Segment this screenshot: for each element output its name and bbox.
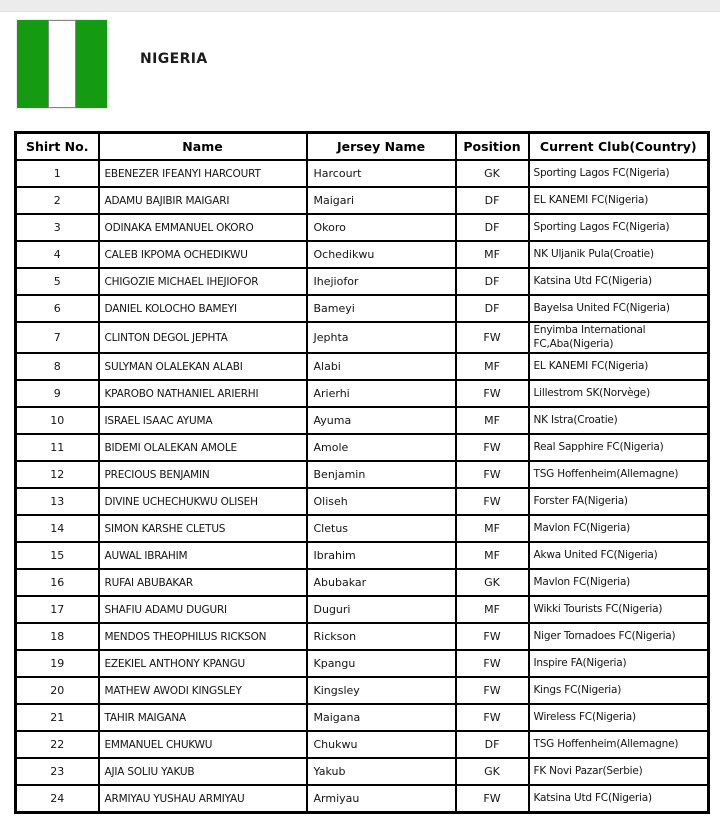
player-name-cell: ADAMU BAJIBIR MAIGARI (99, 187, 307, 214)
shirt-no-cell: 24 (16, 785, 99, 813)
player-name-cell: EMMANUEL CHUKWU (99, 731, 307, 758)
roster-table-container (14, 131, 710, 814)
player-name-cell: MATHEW AWODI KINGSLEY (99, 677, 307, 704)
player-name-cell: SHAFIU ADAMU DUGURI (99, 596, 307, 623)
table-row (16, 295, 709, 322)
top-bar (0, 0, 720, 12)
header-jersey-name: Jersey Name (307, 133, 456, 161)
player-name-cell: CLINTON DEGOL JEPHTA (99, 322, 307, 353)
club-cell: Mavlon FC(Nigeria) (529, 515, 709, 542)
header-name: Name (99, 133, 307, 161)
shirt-no-cell: 8 (16, 353, 99, 380)
jersey-name-cell: Duguri (307, 596, 456, 623)
club-cell: NK Uljanik Pula(Croatie) (529, 241, 709, 268)
table-row (16, 677, 709, 704)
jersey-name-cell: Amole (307, 434, 456, 461)
jersey-name-cell: Jephta (307, 322, 456, 353)
player-name-cell: ARMIYAU YUSHAU ARMIYAU (99, 785, 307, 813)
table-row (16, 187, 709, 214)
table-row (16, 704, 709, 731)
roster-body (16, 160, 709, 813)
jersey-name-cell: Ayuma (307, 407, 456, 434)
shirt-no-cell: 9 (16, 380, 99, 407)
position-cell: DF (456, 295, 529, 322)
table-row (16, 623, 709, 650)
position-cell: FW (456, 650, 529, 677)
shirt-no-cell: 21 (16, 704, 99, 731)
player-name-cell: MENDOS THEOPHILUS RICKSON (99, 623, 307, 650)
jersey-name-cell: Cletus (307, 515, 456, 542)
jersey-name-cell: Bameyi (307, 295, 456, 322)
shirt-no-cell: 18 (16, 623, 99, 650)
club-cell: Enyimba International FC,Aba(Nigeria) (529, 322, 709, 353)
position-cell: MF (456, 241, 529, 268)
shirt-no-cell: 22 (16, 731, 99, 758)
shirt-no-cell: 16 (16, 569, 99, 596)
player-name-cell: TAHIR MAIGANA (99, 704, 307, 731)
table-row (16, 160, 709, 187)
table-row (16, 731, 709, 758)
header-position: Position (456, 133, 529, 161)
table-row (16, 214, 709, 241)
player-name-cell: CHIGOZIE MICHAEL IHEJIOFOR (99, 268, 307, 295)
flag-green-left-stripe (17, 20, 48, 108)
jersey-name-cell: Okoro (307, 214, 456, 241)
club-cell: FK Novi Pazar(Serbie) (529, 758, 709, 785)
club-cell: Katsina Utd FC(Nigeria) (529, 268, 709, 295)
player-name-cell: PRECIOUS BENJAMIN (99, 461, 307, 488)
position-cell: FW (456, 704, 529, 731)
jersey-name-cell: Armiyau (307, 785, 456, 813)
jersey-name-cell: Maigana (307, 704, 456, 731)
club-cell: EL KANEMI FC(Nigeria) (529, 187, 709, 214)
shirt-no-cell: 14 (16, 515, 99, 542)
player-name-cell: ODINAKA EMMANUEL OKORO (99, 214, 307, 241)
jersey-name-cell: Benjamin (307, 461, 456, 488)
jersey-name-cell: Abubakar (307, 569, 456, 596)
shirt-no-cell: 6 (16, 295, 99, 322)
position-cell: DF (456, 731, 529, 758)
shirt-no-cell: 17 (16, 596, 99, 623)
position-cell: FW (456, 623, 529, 650)
shirt-no-cell: 13 (16, 488, 99, 515)
jersey-name-cell: Ihejiofor (307, 268, 456, 295)
shirt-no-cell: 7 (16, 322, 99, 353)
club-cell: NK Istra(Croatie) (529, 407, 709, 434)
position-cell: MF (456, 596, 529, 623)
player-name-cell: RUFAI ABUBAKAR (99, 569, 307, 596)
club-cell: Sporting Lagos FC(Nigeria) (529, 214, 709, 241)
table-row (16, 569, 709, 596)
header-current-club: Current Club(Country) (529, 133, 709, 161)
club-cell: Wikki Tourists FC(Nigeria) (529, 596, 709, 623)
table-row (16, 488, 709, 515)
jersey-name-cell: Kingsley (307, 677, 456, 704)
club-cell: Mavlon FC(Nigeria) (529, 569, 709, 596)
position-cell: DF (456, 187, 529, 214)
table-row (16, 461, 709, 488)
position-cell: DF (456, 214, 529, 241)
table-row (16, 785, 709, 813)
shirt-no-cell: 3 (16, 214, 99, 241)
player-name-cell: SULYMAN OLALEKAN ALABI (99, 353, 307, 380)
flag-white-stripe (48, 20, 76, 108)
player-name-cell: DIVINE UCHECHUKWU OLISEH (99, 488, 307, 515)
position-cell: FW (456, 461, 529, 488)
club-cell: Wireless FC(Nigeria) (529, 704, 709, 731)
jersey-name-cell: Chukwu (307, 731, 456, 758)
jersey-name-cell: Rickson (307, 623, 456, 650)
shirt-no-cell: 12 (16, 461, 99, 488)
jersey-name-cell: Yakub (307, 758, 456, 785)
table-row (16, 758, 709, 785)
table-row (16, 268, 709, 295)
position-cell: MF (456, 542, 529, 569)
table-header-row (16, 133, 709, 161)
club-cell: Bayelsa United FC(Nigeria) (529, 295, 709, 322)
club-cell: TSG Hoffenheim(Allemagne) (529, 731, 709, 758)
shirt-no-cell: 1 (16, 160, 99, 187)
player-name-cell: KPAROBO NATHANIEL ARIERHI (99, 380, 307, 407)
shirt-no-cell: 10 (16, 407, 99, 434)
club-cell: EL KANEMI FC(Nigeria) (529, 353, 709, 380)
position-cell: FW (456, 380, 529, 407)
jersey-name-cell: Ochedikwu (307, 241, 456, 268)
player-name-cell: ISRAEL ISAAC AYUMA (99, 407, 307, 434)
country-title: NIGERIA (140, 51, 208, 67)
player-name-cell: AUWAL IBRAHIM (99, 542, 307, 569)
table-row (16, 353, 709, 380)
position-cell: FW (456, 785, 529, 813)
player-name-cell: CALEB IKPOMA OCHEDIKWU (99, 241, 307, 268)
table-row (16, 515, 709, 542)
player-name-cell: SIMON KARSHE CLETUS (99, 515, 307, 542)
club-cell: Akwa United FC(Nigeria) (529, 542, 709, 569)
shirt-no-cell: 11 (16, 434, 99, 461)
jersey-name-cell: Maigari (307, 187, 456, 214)
player-name-cell: EBENEZER IFEANYI HARCOURT (99, 160, 307, 187)
player-name-cell: AJIA SOLIU YAKUB (99, 758, 307, 785)
club-cell: Kings FC(Nigeria) (529, 677, 709, 704)
position-cell: FW (456, 434, 529, 461)
position-cell: FW (456, 322, 529, 353)
player-name-cell: EZEKIEL ANTHONY KPANGU (99, 650, 307, 677)
club-cell: Real Sapphire FC(Nigeria) (529, 434, 709, 461)
club-cell: Niger Tornadoes FC(Nigeria) (529, 623, 709, 650)
jersey-name-cell: Kpangu (307, 650, 456, 677)
player-name-cell: DANIEL KOLOCHO BAMEYI (99, 295, 307, 322)
shirt-no-cell: 5 (16, 268, 99, 295)
jersey-name-cell: Ibrahim (307, 542, 456, 569)
position-cell: DF (456, 268, 529, 295)
jersey-name-cell: Harcourt (307, 160, 456, 187)
table-row (16, 241, 709, 268)
roster-table (14, 131, 710, 814)
table-row (16, 380, 709, 407)
table-row (16, 542, 709, 569)
jersey-name-cell: Arierhi (307, 380, 456, 407)
shirt-no-cell: 20 (16, 677, 99, 704)
position-cell: FW (456, 488, 529, 515)
player-name-cell: BIDEMI OLALEKAN AMOLE (99, 434, 307, 461)
shirt-no-cell: 23 (16, 758, 99, 785)
table-row (16, 434, 709, 461)
position-cell: MF (456, 407, 529, 434)
club-cell: Sporting Lagos FC(Nigeria) (529, 160, 709, 187)
jersey-name-cell: Oliseh (307, 488, 456, 515)
table-row (16, 407, 709, 434)
table-row (16, 596, 709, 623)
nigeria-flag (17, 20, 107, 108)
club-cell: Lillestrom SK(Norvège) (529, 380, 709, 407)
club-cell: Katsina Utd FC(Nigeria) (529, 785, 709, 813)
table-row (16, 322, 709, 353)
position-cell: GK (456, 160, 529, 187)
club-cell: Forster FA(Nigeria) (529, 488, 709, 515)
shirt-no-cell: 15 (16, 542, 99, 569)
position-cell: FW (456, 677, 529, 704)
shirt-no-cell: 2 (16, 187, 99, 214)
club-cell: Inspire FA(Nigeria) (529, 650, 709, 677)
club-cell: TSG Hoffenheim(Allemagne) (529, 461, 709, 488)
jersey-name-cell: Alabi (307, 353, 456, 380)
position-cell: MF (456, 353, 529, 380)
shirt-no-cell: 19 (16, 650, 99, 677)
position-cell: GK (456, 569, 529, 596)
position-cell: GK (456, 758, 529, 785)
table-row (16, 650, 709, 677)
shirt-no-cell: 4 (16, 241, 99, 268)
position-cell: MF (456, 515, 529, 542)
flag-green-right-stripe (76, 20, 107, 108)
header-shirt-no: Shirt No. (16, 133, 99, 161)
